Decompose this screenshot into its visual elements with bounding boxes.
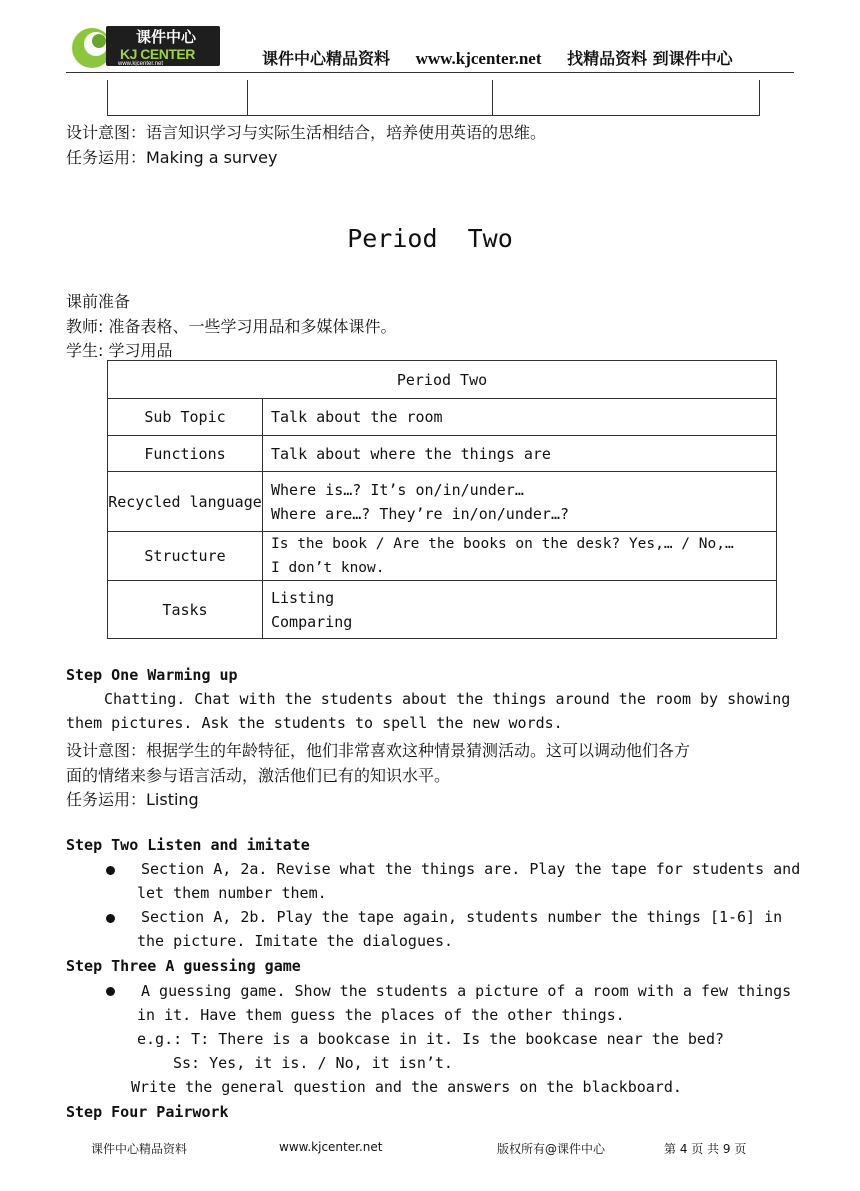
- prep-student: 学生: 学习用品: [66, 341, 173, 360]
- header-divider: [66, 72, 794, 73]
- row-value-line: Listing: [271, 588, 335, 607]
- table-row: [108, 581, 777, 639]
- header-banner: [262, 46, 733, 69]
- footer-left-text: 课件中心精品资料: [91, 1142, 188, 1156]
- design-intent-text: 设计意图：语言知识学习与实际生活相结合，培养使用英语的思维。: [66, 123, 547, 142]
- footer-url-link[interactable]: www.kjcenter.net: [279, 1140, 383, 1154]
- row-label: Sub Topic: [108, 399, 263, 436]
- row-value-line: Is the book / Are the books on the desk? Yes,… / No,…: [271, 536, 734, 552]
- row-value: [263, 532, 777, 581]
- row-value-line: Where is…? It’s on/in/under…: [271, 480, 524, 499]
- table-row: [108, 472, 777, 532]
- step-two-heading: Step Two Listen and imitate: [66, 836, 310, 854]
- row-value: [263, 472, 777, 532]
- footer-copyright: 版权所有@课件中心: [497, 1142, 606, 1156]
- row-label: Tasks: [108, 581, 263, 639]
- bullet-icon: [106, 914, 115, 923]
- step-three-bullet-line-1: A guessing game. Show the students a picture of a room with a few things: [141, 982, 792, 1000]
- step-two-bullet-2-line-2: the picture. Imitate the dialogues.: [137, 932, 454, 950]
- table-divider: [247, 80, 248, 115]
- header-left-text: 课件中心精品资料: [262, 49, 391, 68]
- step-three-example-2: Ss: Yes, it is. / No, it isn’t.: [173, 1054, 453, 1072]
- step-two-bullet-1-line-1: Section A, 2a. Revise what the things are. Play the tape for students and: [141, 860, 801, 878]
- row-value: Talk about the room: [263, 399, 777, 436]
- step-one-heading: Step One Warming up: [66, 666, 238, 684]
- row-value: Talk about where the things are: [263, 436, 777, 472]
- page-title: Period Two: [347, 224, 513, 253]
- table-row: [108, 399, 777, 436]
- step-three-example-1: e.g.: T: There is a bookcase in it. Is the bookcase near the bed?: [137, 1030, 724, 1048]
- table-divider: [492, 80, 493, 115]
- bullet-icon: [106, 866, 115, 875]
- row-value-line: I don’t know.: [271, 560, 385, 576]
- table-row: [108, 436, 777, 472]
- row-value: [263, 581, 777, 639]
- step-one-task: 任务运用：Listing: [66, 790, 199, 809]
- logo-cn-text: 课件中心: [136, 28, 197, 46]
- step-three-bullet-line-2: in it. Have them guess the places of the other things.: [137, 1006, 625, 1024]
- header-right-text: 找精品资料 到课件中心: [567, 49, 733, 68]
- lesson-info-table: [107, 360, 777, 639]
- row-value-line: Where are…? They’re in/on/under…?: [271, 504, 570, 523]
- site-logo: [66, 20, 222, 70]
- previous-table-fragment: [107, 80, 760, 116]
- table-caption: Period Two: [108, 361, 777, 399]
- step-three-heading: Step Three A guessing game: [66, 957, 301, 975]
- step-two-bullet-2-line-1: Section A, 2b. Play the tape again, students number the things [1-6] in: [141, 908, 783, 926]
- row-value-line: Comparing: [271, 612, 353, 631]
- row-label: Structure: [108, 532, 263, 581]
- bullet-icon: [106, 987, 115, 996]
- table-row: [108, 532, 777, 581]
- task-use-text: 任务运用：Making a survey: [66, 148, 278, 167]
- logo-en-text: KJ CENTER: [120, 46, 195, 62]
- step-one-para-1: Chatting. Chat with the students about the things around the room by showing: [104, 690, 791, 708]
- step-one-para-2: them pictures. Ask the students to spell the new words.: [66, 714, 563, 732]
- prep-heading: 课前准备: [66, 292, 131, 311]
- row-label: Functions: [108, 436, 263, 472]
- row-label: Recycled language: [108, 472, 263, 532]
- step-one-intent-1: 设计意图：根据学生的年龄特征，他们非常喜欢这种情景猜测活动。这可以调动他们各方: [66, 741, 691, 760]
- step-two-bullet-1-line-2: let them number them.: [137, 884, 327, 902]
- step-one-intent-2: 面的情绪来参与语言活动，激活他们已有的知识水平。: [66, 766, 451, 785]
- logo-url-text: www.kjcenter.net: [118, 61, 164, 67]
- footer-page-number: 第 4 页 共 9 页: [664, 1142, 747, 1156]
- prep-teacher: 教师: 准备表格、一些学习用品和多媒体课件。: [66, 317, 397, 336]
- header-url-link[interactable]: www.kjcenter.net: [415, 49, 542, 68]
- step-four-heading: Step Four Pairwork: [66, 1103, 229, 1121]
- step-three-write: Write the general question and the answers on the blackboard.: [131, 1078, 682, 1096]
